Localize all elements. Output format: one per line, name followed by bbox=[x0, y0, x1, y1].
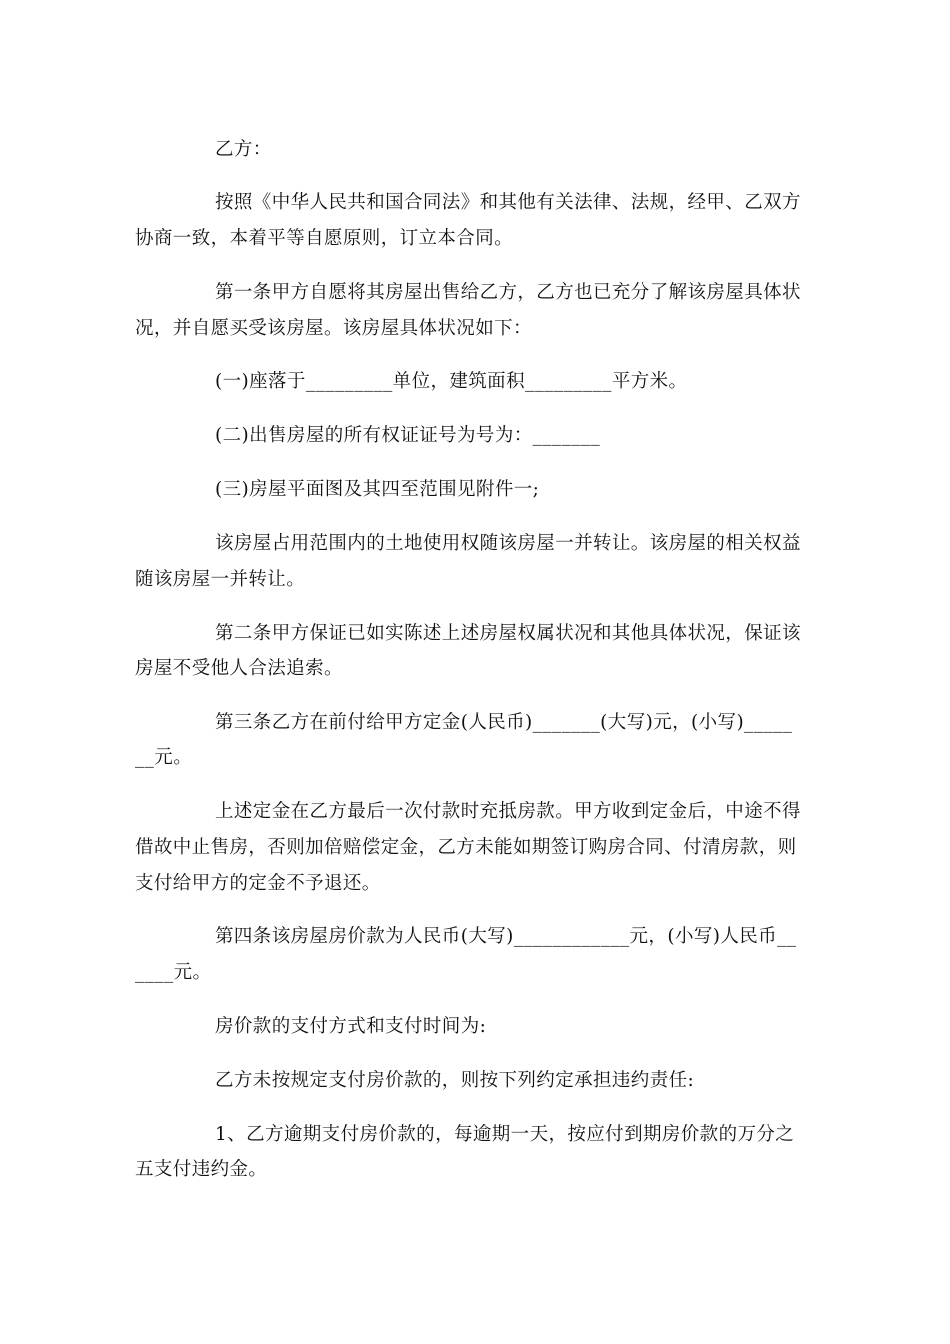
payment-method-label: 房价款的支付方式和支付时间为: bbox=[215, 1016, 487, 1037]
breach-liability-intro: 乙方未按规定支付房价款的，则按下列约定承担违约责任: bbox=[215, 1070, 695, 1091]
article-2-line-1: 第二条甲方保证已如实陈述上述房屋权属状况和其他具体状况，保证该 bbox=[215, 623, 801, 644]
deposit-clause-line-1: 上述定金在乙方最后一次付款时充抵房款。甲方收到定金后，中途不得 bbox=[215, 801, 801, 822]
item-1-location: (一)座落于_________单位，建筑面积_________平方米。 bbox=[215, 371, 688, 392]
article-4-line-2: ____元。 bbox=[135, 962, 212, 983]
article-4-line-1: 第四条该房屋房价款为人民币(大写)____________元，(小写)人民币__ bbox=[215, 926, 797, 947]
article-2-line-2: 房屋不受他人合法追索。 bbox=[135, 658, 343, 679]
item-3-floor-plan: (三)房屋平面图及其四至范围见附件一; bbox=[215, 479, 540, 500]
article-3-line-2: __元。 bbox=[135, 747, 193, 768]
preamble-line-1: 按照《中华人民共和国合同法》和其他有关法律、法规，经甲、乙双方 bbox=[215, 192, 801, 213]
article-3-line-1: 第三条乙方在前付给甲方定金(人民币)_______(大写)元，(小写)_____ bbox=[215, 712, 793, 733]
item-2-certificate: (二)出售房屋的所有权证证号为号为：_______ bbox=[215, 425, 601, 446]
party-b-label: 乙方： bbox=[215, 139, 272, 160]
breach-item-1-line-1: 1、乙方逾期支付房价款的，每逾期一天，按应付到期房价款的万分之 bbox=[215, 1124, 795, 1145]
deposit-clause-line-2: 借故中止售房，否则加倍赔偿定金，乙方未能如期签订购房合同、付清房款，则 bbox=[135, 837, 797, 858]
land-rights-line-2: 随该房屋一并转让。 bbox=[135, 569, 306, 590]
article-1-line-1: 第一条甲方自愿将其房屋出售给乙方，乙方也已充分了解该房屋具体状 bbox=[215, 282, 801, 303]
land-rights-line-1: 该房屋占用范围内的土地使用权随该房屋一并转让。该房屋的相关权益 bbox=[215, 533, 801, 554]
deposit-clause-line-3: 支付给甲方的定金不予退还。 bbox=[135, 873, 381, 894]
article-1-line-2: 况，并自愿买受该房屋。该房屋具体状况如下： bbox=[135, 318, 532, 339]
breach-item-1-line-2: 五支付违约金。 bbox=[135, 1159, 268, 1180]
preamble-line-2: 协商一致，本着平等自愿原则，订立本合同。 bbox=[135, 228, 514, 249]
